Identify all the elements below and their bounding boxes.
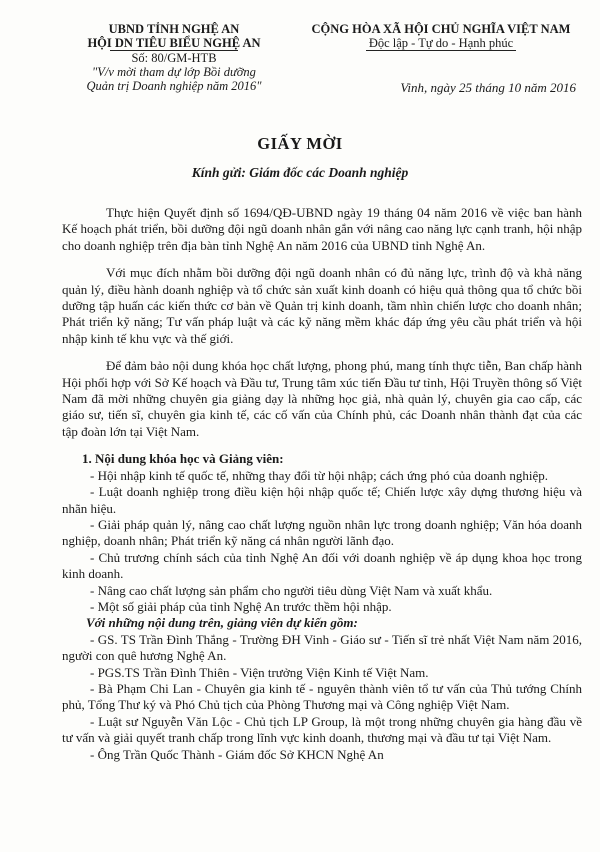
issuer-organization: HỘI DN TIÊU BIỂU NGHỆ AN [87, 36, 261, 50]
issuer-authority: UBND TỈNH NGHỆ AN [108, 22, 240, 36]
document-date: Vinh, ngày 25 tháng 10 năm 2016 [400, 80, 576, 95]
nation-name: CỘNG HÒA XÃ HỘI CHỦ NGHĨA VIỆT NAM [311, 22, 571, 36]
paragraph: Thực hiện Quyết định số 1694/QĐ-UBND ngày 19 tháng 04 năm 2016 về việc ban hành Kế hoạch phát triển, bồi dưỡng đội ngũ doanh nhân gắn với nâng cao năng lực cạnh tranh, hội nhập cho doanh nghiệp trên địa bàn tỉnh Nghệ An năm 2016 của UBND tỉnh Nghệ An. [62, 205, 582, 253]
speaker-entry: - PGS.TS Trần Đình Thiên - Viện trưởng Viện Kinh tế Việt Nam. [90, 664, 429, 680]
speaker-entry: - Ông Trần Quốc Thành - Giám đốc Sở KHCN Nghệ An [90, 746, 384, 762]
document-body [62, 205, 582, 763]
paragraph: Để đảm bảo nội dung khóa học chất lượng, phong phú, mang tính thực tiễn, Ban chấp hành Hội phối hợp với Sở Kế hoạch và Đầu tư, Trung tâm xúc tiến Đầu tư tỉnh, Hội Truyền thông số Việt Nam đã mời những chuyên gia giảng dạy là những học giả, nhà quản lý, chuyên gia cao cấp, các giáo sư, tiến sĩ, chuyên gia kinh tế, các cố vấn của Chính phủ, các Doanh nhân thành đạt của các tập đoàn lớn tại Việt Nam. [62, 358, 582, 439]
speakers-heading: Với những nội dung trên, giảng viên dự kiến gồm: [86, 615, 358, 631]
section-heading: 1. Nội dung khóa học và Giảng viên: [82, 451, 284, 467]
document-subject-line2: Quản trị Doanh nghiệp năm 2016" [86, 79, 262, 93]
document-subject-line1: "V/v mời tham dự lớp Bồi dưỡng [92, 65, 256, 79]
speaker-entry: - Bà Phạm Chi Lan - Chuyên gia kinh tế - nguyên thành viên tổ tư vấn của Thủ tướng Chính phủ, Tổng Thư ký và Phó Chủ tịch của Phòng Thương mại và Công nghiệp Việt Nam. [62, 680, 582, 713]
recipient-line: Kính gửi: Giám đốc các Doanh nghiệp [191, 165, 409, 180]
national-header [300, 22, 582, 51]
course-topic: - Chủ trương chính sách của tỉnh Nghệ An đối với doanh nghiệp về áp dụng khoa học trong kinh doanh. [62, 549, 582, 582]
national-motto: Độc lập - Tự do - Hạnh phúc [368, 36, 514, 50]
document-number: Số: 80/GM-HTB [131, 51, 217, 65]
course-topic: - Nâng cao chất lượng sản phẩm cho người tiêu dùng Việt Nam và xuất khẩu. [90, 582, 493, 598]
document-title: GIẤY MỜI [257, 134, 343, 153]
speaker-entry: - Luật sư Nguyễn Văn Lộc - Chủ tịch LP Group, là một trong những chuyên gia hàng đầu về tư vấn và giải quyết tranh chấp trong lĩnh vực kinh doanh, thương mại và đầu tư tại Việt Nam. [62, 713, 582, 746]
motto-underline [366, 50, 516, 51]
course-topic: - Một số giải pháp của tỉnh Nghệ An trước thềm hội nhập. [90, 598, 392, 614]
issuer-block [60, 22, 288, 93]
course-topic: - Luật doanh nghiệp trong điều kiện hội nhập quốc tế; Chiến lược xây dựng thương hiệu và nhãn hiệu. [62, 484, 582, 516]
course-topic: - Giải pháp quản lý, nâng cao chất lượng nguồn nhân lực trong doanh nghiệp; Văn hóa doanh nghiệp, doanh nhân; Phát triển kỹ năng cá nhân người lãnh đạo. [62, 516, 582, 549]
paragraph: Với mục đích nhằm bồi dưỡng đội ngũ doanh nhân có đủ năng lực, trình độ và khả năng quản lý, điều hành doanh nghiệp và tổ chức sản xuất kinh doanh có hiệu quả thông qua tổ chức bồi dưỡng tập huấn các kiến thức cơ bản về Quản trị kinh doanh, tầm nhìn chiến lược cho doanh nhân; Phát triển kỹ năng; Tư vấn pháp luật và các kỹ năng mềm khác đáp ứng yêu cầu phát triển và hội nhập kinh tế khu vực và thế giới. [62, 265, 582, 346]
speaker-entry: - GS. TS Trần Đình Thắng - Trường ĐH Vinh - Giáo sư - Tiến sĩ trẻ nhất Việt Nam năm 2016, người con quê hương Nghệ An. [62, 631, 582, 664]
course-topic: - Hội nhập kinh tế quốc tế, những thay đổi từ hội nhập; cách ứng phó của doanh nghiệp. [90, 467, 548, 483]
